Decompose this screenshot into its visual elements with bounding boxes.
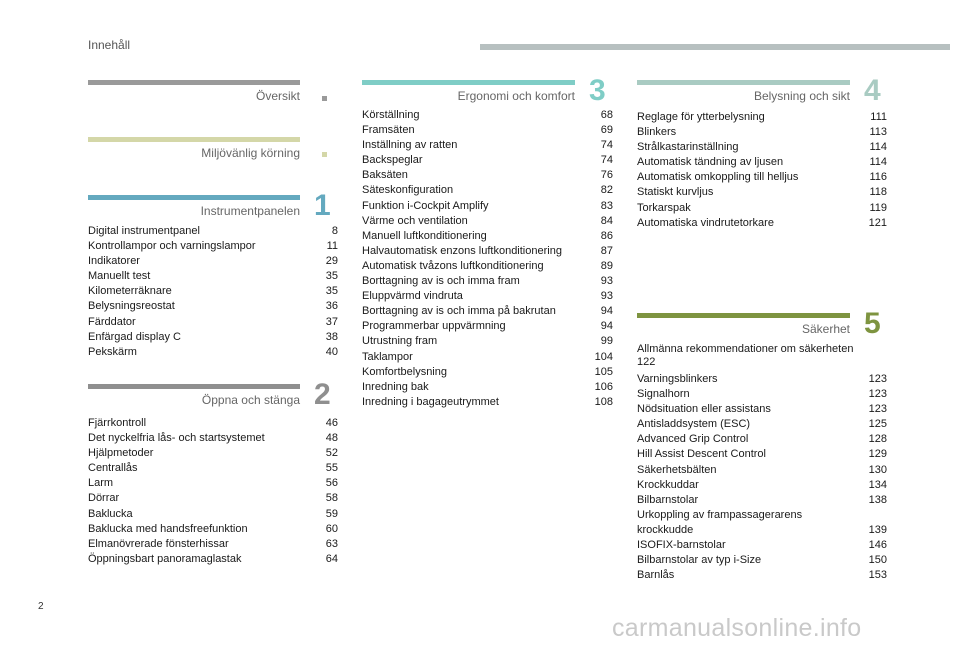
entry-label: Fjärrkontroll	[88, 417, 147, 429]
entry-label: Hjälpmetoder	[88, 447, 154, 460]
entry-page: 114	[869, 156, 887, 169]
section-number: 5	[864, 307, 881, 340]
entry-label: Baksäten	[362, 169, 408, 182]
entry-page: 87	[600, 244, 613, 257]
entry-page: 29	[325, 255, 338, 268]
entry-page: 153	[868, 569, 887, 582]
entry-label: Baklucka med handsfreefunktion	[88, 522, 248, 535]
toc-entry[interactable]	[88, 522, 338, 537]
entry-page: 82	[600, 184, 613, 197]
entry-page: 113	[869, 126, 887, 139]
section-bar	[88, 195, 300, 200]
toc-entry[interactable]	[88, 269, 338, 284]
section-title: Instrumentpanelen	[200, 204, 300, 218]
toc-entry[interactable]	[362, 138, 613, 153]
entry-page: 40	[325, 345, 338, 358]
entry-label: Inställning av ratten	[362, 139, 458, 152]
toc-entry[interactable]	[88, 315, 338, 330]
entry-label: Allmänna rekommendationer om säkerheten	[637, 343, 854, 355]
entry-page: 128	[868, 433, 887, 446]
toc-entry[interactable]	[637, 478, 887, 493]
section-title: Miljövänlig körning	[201, 146, 300, 160]
entry-page: 146	[868, 539, 887, 552]
toc-entry[interactable]	[88, 345, 338, 360]
entry-label: Centrallås	[88, 462, 138, 475]
entry-label: Färddator	[88, 315, 136, 328]
entry-label: Utrustning fram	[362, 335, 438, 348]
entry-page: 134	[868, 478, 887, 491]
entry-label: Komfortbelysning	[362, 365, 447, 378]
toc-list	[362, 108, 613, 410]
section-number: 4	[864, 74, 881, 107]
section-title: Översikt	[255, 89, 300, 103]
section-bar	[88, 137, 300, 142]
entry-label: Blinkers	[637, 126, 677, 139]
section-number: 2	[314, 378, 331, 411]
toc-entry[interactable]	[88, 552, 338, 567]
toc-entry[interactable]	[362, 380, 613, 395]
entry-label: Varningsblinkers	[637, 373, 718, 385]
toc-entry[interactable]	[88, 254, 338, 269]
section-title: Belysning och sikt	[753, 89, 850, 103]
section-bar	[637, 80, 850, 85]
entry-page: 108	[594, 395, 613, 408]
toc-entry[interactable]	[88, 284, 338, 299]
entry-page: 99	[600, 335, 613, 348]
toc-entry[interactable]	[637, 538, 887, 553]
entry-page: 86	[600, 229, 613, 242]
section-title: Ergonomi och komfort	[457, 89, 575, 103]
entry-page: 64	[325, 552, 338, 565]
entry-label: Eluppvärmd vindruta	[362, 290, 463, 303]
entry-page: 83	[600, 199, 613, 212]
entry-label: Digital instrumentpanel	[88, 225, 200, 237]
entry-label: Programmerbar uppvärmning	[362, 320, 506, 333]
entry-label: Öppningsbart panoramaglastak	[88, 552, 242, 565]
entry-label: Nödsituation eller assistans	[637, 403, 771, 416]
entry-label: Indikatorer	[88, 255, 140, 268]
toc-entry[interactable]	[362, 334, 613, 349]
entry-page: 48	[325, 432, 338, 445]
entry-page: 118	[869, 186, 887, 199]
entry-page: 74	[600, 139, 613, 152]
entry-page: 111	[870, 111, 887, 123]
entry-label: Enfärgad display C	[88, 330, 181, 343]
toc-entry[interactable]	[637, 417, 887, 432]
section-instrumentpanelen	[88, 189, 338, 360]
toc-entry[interactable]	[362, 199, 613, 214]
toc-entry[interactable]	[362, 365, 613, 380]
entry-page: 93	[600, 290, 613, 303]
section-marker	[322, 96, 327, 101]
entry-page: 130	[868, 463, 887, 476]
entry-label: Framsäten	[362, 124, 415, 137]
entry-label: Strålkastarinställning	[637, 141, 739, 154]
section-sakerhet	[637, 307, 887, 583]
entry-page: 55	[325, 462, 338, 475]
section-bar	[637, 313, 850, 318]
entry-label: Advanced Grip Control	[637, 433, 749, 446]
section-title: Öppna och stänga	[201, 393, 300, 407]
section-number: 1	[314, 189, 331, 222]
toc-entry[interactable]	[88, 446, 338, 461]
toc-list	[637, 110, 887, 231]
toc-entry[interactable]	[88, 476, 338, 491]
toc-entry[interactable]	[88, 299, 338, 314]
entry-page: 123	[868, 403, 887, 416]
section-bar	[88, 384, 300, 389]
header-bar	[480, 44, 950, 50]
entry-page: 138	[868, 493, 887, 506]
entry-label: Dörrar	[88, 492, 120, 505]
entry-page: 68	[600, 109, 613, 121]
toc-entry[interactable]	[362, 153, 613, 168]
header-title: Innehåll	[88, 38, 131, 52]
entry-label: Baklucka	[88, 507, 133, 520]
entry-page: 60	[325, 522, 338, 535]
entry-page: 36	[325, 300, 338, 313]
entry-page: 114	[869, 141, 887, 154]
entry-label: Borttagning av is och imma på bakrutan	[362, 305, 556, 318]
entry-page: 63	[325, 537, 338, 550]
entry-label: Halvautomatisk enzons luftkonditionering	[362, 244, 562, 257]
entry-page: 89	[600, 259, 613, 272]
entry-label: Backspeglar	[362, 154, 423, 167]
entry-page: 125	[868, 418, 887, 431]
toc-entry[interactable]	[362, 214, 613, 229]
entry-page: 116	[869, 171, 887, 184]
entry-label: Taklampor	[362, 350, 413, 363]
entry-label: Säteskonfiguration	[362, 184, 454, 197]
entry-label: Elmanövrerade fönsterhissar	[88, 537, 229, 550]
entry-page: 58	[325, 492, 338, 505]
entry-label: Barnlås	[637, 569, 675, 582]
toc-entry[interactable]	[637, 463, 887, 478]
page-number: 2	[38, 601, 44, 612]
toc-entry[interactable]	[88, 537, 338, 552]
entry-page: 35	[325, 285, 338, 298]
entry-label: Belysningsreostat	[88, 300, 175, 313]
entry-label: Krockkuddar	[637, 478, 699, 491]
entry-page: 104	[594, 350, 613, 363]
entry-label: Antisladdsystem (ESC)	[637, 418, 751, 431]
entry-label: Inredning bak	[362, 380, 429, 393]
toc-entry[interactable]	[88, 416, 338, 431]
entry-page: 11	[326, 240, 338, 253]
toc-list	[637, 372, 887, 583]
entry-label: Körställning	[362, 109, 420, 121]
entry-label: Automatisk omkoppling till helljus	[637, 171, 799, 184]
entry-label: Pekskärm	[88, 345, 137, 358]
toc-entry[interactable]	[637, 372, 887, 387]
entry-label: Automatisk tändning av ljusen	[637, 156, 784, 169]
entry-label: Det nyckelfria lås- och startsystemet	[88, 432, 265, 445]
toc-entry[interactable]	[637, 201, 887, 216]
entry-label: Säkerhetsbälten	[637, 463, 717, 476]
entry-page: 56	[325, 477, 338, 490]
toc-entry[interactable]	[88, 491, 338, 506]
entry-page: 37	[325, 315, 338, 328]
entry-label: Inredning i bagageutrymmet	[362, 395, 499, 408]
toc-entry[interactable]	[362, 259, 613, 274]
toc-entry[interactable]	[362, 274, 613, 289]
toc-entry[interactable]	[637, 110, 887, 125]
section-bar	[362, 80, 575, 85]
toc-entry[interactable]	[637, 216, 887, 231]
toc-entry[interactable]	[362, 108, 613, 123]
entry-label: Bilbarnstolar	[637, 493, 699, 506]
entry-page: 139	[868, 523, 887, 536]
entry-page: 74	[600, 154, 613, 167]
entry-page: 123	[868, 388, 887, 401]
toc-entry[interactable]	[637, 185, 887, 200]
toc-entry[interactable]	[637, 447, 887, 462]
section-miljo[interactable]	[88, 137, 300, 161]
entry-page: 123	[868, 373, 887, 385]
toc-entry[interactable]	[637, 125, 887, 140]
entry-page: 94	[600, 305, 613, 318]
toc-entry[interactable]	[637, 508, 887, 538]
entry-page: 119	[869, 201, 887, 214]
entry-page: 93	[600, 275, 613, 288]
entry-page: 52	[325, 447, 338, 460]
entry-label: Manuellt test	[88, 270, 151, 283]
section-belysning	[637, 74, 887, 231]
entry-page: 105	[594, 365, 613, 378]
entry-label: Kontrollampor och varningslampor	[88, 240, 256, 253]
entry-label: Reglage för ytterbelysning	[637, 111, 765, 123]
entry-page: 129	[868, 448, 887, 461]
entry-page: 76	[600, 169, 613, 182]
entry-label: Torkarspak	[637, 201, 691, 214]
entry-label: Signalhorn	[637, 388, 690, 401]
toc-entry[interactable]	[362, 244, 613, 259]
toc-entry[interactable]	[362, 395, 613, 410]
entry-page: 122	[637, 355, 656, 368]
entry-page: 84	[600, 214, 613, 227]
section-marker	[322, 152, 327, 157]
section-title: Säkerhet	[801, 322, 850, 336]
toc-entry[interactable]	[88, 431, 338, 446]
toc-entry[interactable]	[362, 319, 613, 334]
toc-entry[interactable]	[362, 304, 613, 319]
entry-label: Urkoppling av frampassagerarens krockkudde	[637, 508, 803, 536]
section-oppna	[88, 378, 338, 567]
toc-entry[interactable]	[362, 289, 613, 304]
toc-entry[interactable]	[637, 568, 887, 583]
toc-entry[interactable]	[637, 402, 887, 417]
toc-entry[interactable]	[88, 224, 338, 239]
section-ergonomi	[362, 74, 613, 410]
entry-page: 94	[600, 320, 613, 333]
entry-label: Automatiska vindrutetorkare	[637, 216, 774, 229]
entry-page: 46	[325, 417, 338, 429]
entry-label: Kilometerräknare	[88, 285, 172, 298]
entry-label: Funktion i-Cockpit Amplify	[362, 199, 489, 212]
toc-entry[interactable]	[637, 432, 887, 447]
toc-entry[interactable]	[362, 183, 613, 198]
toc-list	[88, 416, 338, 567]
entry-page: 8	[331, 225, 338, 237]
toc-entry[interactable]	[637, 170, 887, 185]
entry-page: 38	[325, 330, 338, 343]
toc-entry[interactable]	[362, 123, 613, 138]
entry-label: Automatisk tvåzons luftkonditionering	[362, 259, 544, 272]
entry-label: Värme och ventilation	[362, 214, 468, 227]
entry-label: Manuell luftkonditionering	[362, 229, 487, 242]
entry-label: Hill Assist Descent Control	[637, 448, 766, 461]
toc-entry[interactable]	[637, 155, 887, 170]
entry-page: 106	[594, 380, 613, 393]
section-oversikt[interactable]	[88, 80, 300, 104]
toc-entry[interactable]	[88, 461, 338, 476]
watermark: carmanualsonline.info	[612, 614, 862, 642]
toc-entry[interactable]	[362, 229, 613, 244]
entry-page: 150	[868, 554, 887, 567]
toc-entry-intro[interactable]	[637, 343, 887, 368]
toc-entry[interactable]	[362, 350, 613, 365]
toc-entry[interactable]	[88, 239, 338, 254]
entry-label: ISOFIX-barnstolar	[637, 539, 726, 552]
section-number: 3	[589, 74, 606, 107]
toc-entry[interactable]	[88, 330, 338, 345]
toc-entry[interactable]	[362, 168, 613, 183]
entry-page: 69	[600, 124, 613, 137]
entry-page: 59	[325, 507, 338, 520]
toc-entry[interactable]	[637, 387, 887, 402]
entry-label: Statiskt kurvljus	[637, 186, 714, 199]
entry-label: Larm	[88, 477, 114, 490]
toc-entry[interactable]	[88, 507, 338, 522]
entry-page: 121	[868, 216, 887, 229]
entry-page: 35	[325, 270, 338, 283]
toc-entry[interactable]	[637, 553, 887, 568]
entry-label: Bilbarnstolar av typ i-Size	[637, 554, 762, 567]
toc-entry[interactable]	[637, 493, 887, 508]
toc-list	[88, 224, 338, 360]
toc-entry[interactable]	[637, 140, 887, 155]
section-bar	[88, 80, 300, 85]
entry-label: Borttagning av is och imma fram	[362, 275, 520, 288]
